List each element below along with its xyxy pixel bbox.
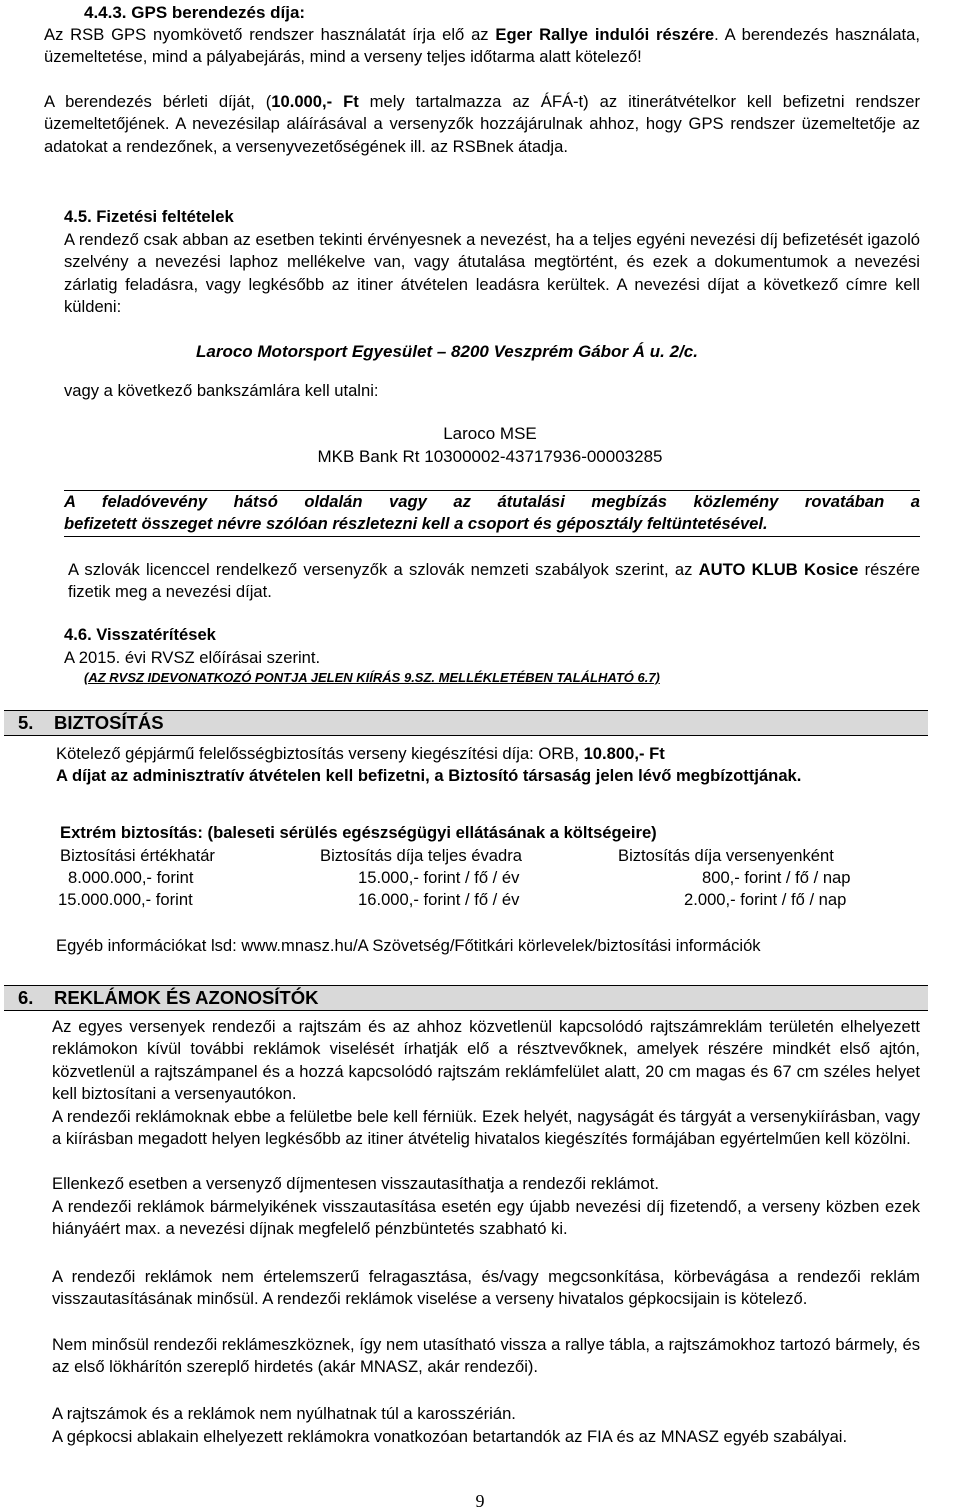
table-cell: 15.000,- forint / fő / év: [358, 868, 520, 887]
gps-paragraph-1: Az RSB GPS nyomkövető rendszer használatát írja elő az Eger Rallye indulói részére. A berendezés használata, üzemeltetése, mind a pályabejárás, mind a verseny teljes időtarma alatt kötelező!: [44, 25, 921, 67]
ads-paragraph-8: A gépkocsi ablakain elhelyezett reklámokra vonatkozóan betartandók az FIA és az MNASZ egyéb szabályai.: [52, 1427, 848, 1446]
table-cell: 15.000.000,- forint: [58, 890, 193, 909]
section-6-header: [4, 985, 928, 1011]
table-row: [0, 867, 960, 889]
insurance-table-header: [0, 845, 960, 867]
page-number: 9: [475, 1491, 485, 1511]
table-row: [0, 889, 960, 911]
refund-line: A 2015. évi RVSZ előírásai szerint.: [64, 648, 321, 667]
insurance-info-line: Egyéb információkat lsd: www.mnasz.hu/A Szövetség/Főtitkári körlevelek/biztosítási információk: [56, 936, 761, 955]
table-cell: 16.000,- forint / fő / év: [358, 890, 520, 909]
bank-name: Laroco MSE: [443, 424, 537, 443]
ads-paragraph-1: Az egyes versenyek rendezői a rajtszám és az ahhoz közvetlenül kapcsolódó rajtszámreklám területén elhelyezett reklámokon kívül további reklámok viselését írhatják elő a résztvevőknek, amelyek részére mindkét első ajtón, közvetlenül a rajtszámpanel és a hozzá kapcsolódó rajtszám reklámfelület alatt, 20 cm magas és 67 cm széles helyet kell biztosítani a versenyautókon.: [52, 1017, 920, 1104]
section-6-number: 6.: [18, 987, 34, 1008]
ads-paragraph-2: A rendezői reklámoknak ebbe a felületbe bele kell férniük. Ezek helyét, nagyságát és tárgyát a versenykiírásban, vagy a kiírásban megadott helyen legkésőbb az itiner átvételig hivatalos kiegészítés formájában egyértelműen kell közölni.: [52, 1107, 920, 1149]
ads-paragraph-6: Nem minősül rendezői reklámeszköznek, így nem utasítható vissza a rallye tábla, a rajtszámokhoz tartozó bármely, és az első lökhárítón szereplő hirdetés (akár MNASZ, akár rendezői).: [52, 1335, 920, 1377]
section-heading-4-5: 4.5. Fizetési feltételek: [64, 207, 234, 226]
ads-paragraph-4: A rendezői reklámok bármelyikének visszautasítása esetén egy újabb nevezési díj fizetendő, a verseny közben ezek hiányáért max. a nevezési díjnak megfelelő pénzbüntetés szabható ki.: [52, 1197, 920, 1239]
section-5-header: [4, 710, 928, 736]
table-header-limit: Biztosítási értékhatár: [60, 846, 215, 865]
payment-address: Laroco Motorsport Egyesület – 8200 Veszprém Gábor Á u. 2/c.: [196, 342, 698, 361]
ads-paragraph-5: A rendezői reklámok nem értelemszerű felragasztása, és/vagy megcsonkítása, körbevágása a rendezői reklám visszautasításának minősül. A rendezői reklámok viselése a verseny hivatalos gépkocsijain is kötelező.: [52, 1267, 920, 1309]
table-header-event: Biztosítás díja versenyenként: [618, 846, 834, 865]
section-heading-4-4-3: 4.4.3. GPS berendezés díja:: [84, 3, 306, 22]
table-cell: 800,- forint / fő / nap: [702, 868, 851, 887]
section-5-title: BIZTOSÍTÁS: [54, 712, 164, 733]
gps-paragraph-2: A berendezés bérleti díját, (10.000,- Ft mely tartalmazza az ÁFÁ-t) az itinerátvételkor kell befizetni rendszer üzemeltetőjének. A nevezésilap aláírásával a versenyzők hozzájárulnak ahhoz, hogy GPS rendszer üzemeltetője az adatokat a rendezőnek, a versenyvezetőségének ill. az RSBnek átadja.: [44, 92, 921, 156]
section-5-number: 5.: [18, 712, 34, 733]
ads-paragraph-3: Ellenkező esetben a versenyző díjmentesen visszautasíthatja a rendezői reklámot.: [52, 1174, 659, 1193]
table-cell: 2.000,- forint / fő / nap: [684, 890, 847, 909]
refund-note: (AZ RVSZ IDEVONATKOZÓ PONTJA JELEN KIÍRÁS 9.SZ. MELLÉKLETÉBEN TALÁLHATÓ 6.7): [84, 670, 660, 685]
table-cell: 8.000.000,- forint: [68, 868, 194, 887]
section-heading-4-6: 4.6. Visszatérítések: [64, 625, 216, 644]
insurance-line-2: A díjat az adminisztratív átvételen kell befizetni, a Biztosító társaság jelen lévő megbízottjának.: [56, 766, 802, 785]
slovak-paragraph: A szlovák licenccel rendelkező versenyzők a szlovák nemzeti szabályok szerint, az AUTO KLUB Kosice részére fizetik meg a nevezési díjat.: [68, 560, 920, 602]
payment-note-box: A feladóvevény hátsó oldalán vagy az átutalási megbízás közlemény rovatában a befizetett összeget névre szólóan részletezni kell a csoport és géposztály feltüntetésével.: [64, 490, 920, 537]
ads-paragraph-7: A rajtszámok és a reklámok nem nyúlhatnak túl a karosszérián.: [52, 1404, 516, 1423]
payment-paragraph: A rendező csak abban az esetben tekinti érvényesnek a nevezést, ha a teljes egyéni nevezési díj befizetését igazoló szelvény a nevezési laphoz mellékelve van, vagy átutalása megtörtént, és ezek a dokumentumok a nevezési zárlatig feladásra, vagy legkésőbb az itiner átvételen leadásra kerültek. A nevezési díjat a következő címre kell küldeni:: [64, 230, 920, 317]
bank-account: MKB Bank Rt 10300002-43717936-00003285: [317, 447, 663, 466]
extreme-insurance-title: Extrém biztosítás: (baleseti sérülés egészségügyi ellátásának a költségeire): [60, 823, 657, 842]
bank-intro: vagy a következő bankszámlára kell utalni:: [64, 381, 379, 400]
insurance-line-1: Kötelező gépjármű felelősségbiztosítás verseny kiegészítési díja: ORB, 10.800,- Ft: [56, 744, 665, 763]
section-6-title: REKLÁMOK ÉS AZONOSÍTÓK: [54, 987, 319, 1008]
table-header-season: Biztosítás díja teljes évadra: [320, 846, 522, 865]
